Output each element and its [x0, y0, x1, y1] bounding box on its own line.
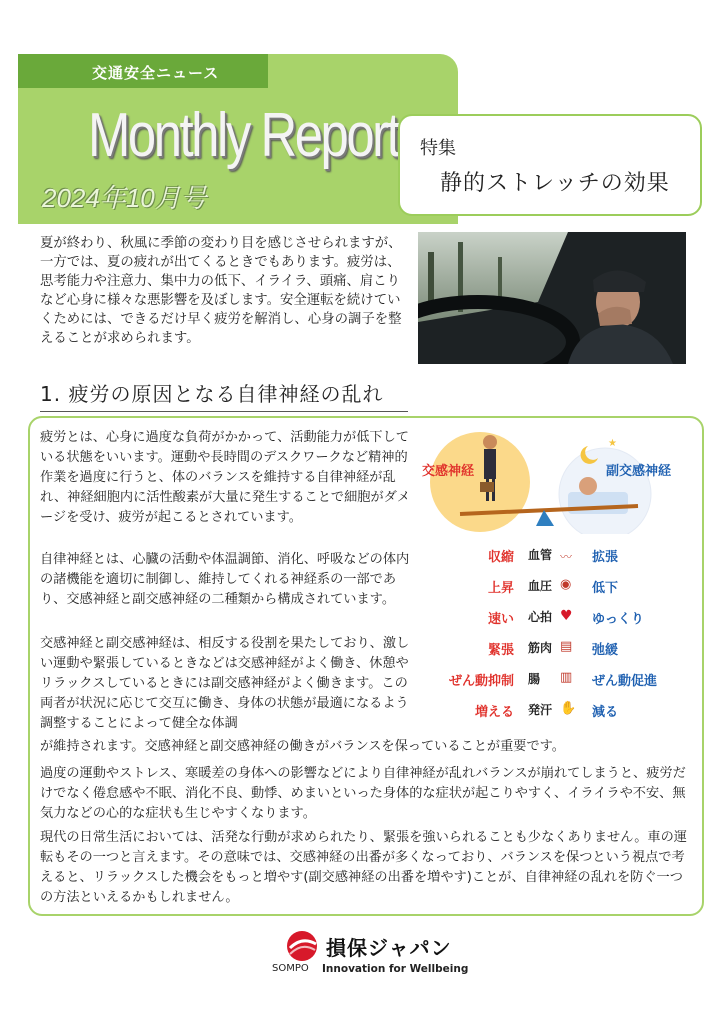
sympathetic-effect: ぜん動抑制	[448, 674, 514, 689]
organ-label: 血管	[528, 548, 553, 562]
sympathetic-effect: 緊張	[487, 643, 514, 658]
muscle-icon: ▤	[560, 639, 573, 654]
parasympathetic-effect: ゆっくり	[592, 612, 644, 627]
organ-label: 血圧	[528, 579, 553, 593]
parasympathetic-effect: ぜん動促進	[592, 674, 658, 689]
row-blood-vessel	[420, 546, 692, 570]
svg-text:★: ★	[608, 438, 617, 449]
row-intestine	[420, 670, 692, 694]
parasympathetic-label: 副交感神経	[606, 464, 672, 479]
paragraph-fatigue: 疲労とは、心身に過度な負荷がかかって、活動能力が低下している状態をいいます。運動や長時間のデスクワークなど精神的作業を過度に行うと、体のバランスを維持する自律神経が乱れ、神経細胞内に活性酸素が大量に発生することで細胞がダメージを受け、疲労が起こるとされています。	[40, 430, 411, 525]
logo-name: 損保ジャパン	[326, 936, 452, 960]
logo-en: SOMPO	[272, 963, 309, 974]
row-muscle	[420, 639, 692, 663]
sompo-mark-icon	[282, 928, 322, 964]
sympathetic-label: 交感神経	[422, 464, 475, 479]
sweat-icon: ✋	[560, 701, 577, 716]
report-title: Monthly Report	[88, 101, 399, 170]
parasympathetic-effect: 低下	[592, 581, 619, 596]
paragraph-autonomic-nerve: 自律神経とは、心臓の活動や体温調節、消化、呼吸などの体内の諸機能を適切に制御し、維持してくれる神経系の一部であり、交感神経と副交感神経の二種類から構成されています。	[40, 552, 410, 607]
organ-label: 発汗	[528, 703, 553, 717]
logo-tagline: Innovation for Wellbeing	[322, 963, 469, 975]
intestine-icon: ▥	[560, 670, 573, 685]
sympathetic-effect: 上昇	[487, 581, 514, 596]
feature-title: 静的ストレッチの効果	[440, 171, 670, 196]
intro-paragraph: 夏が終わり、秋風に季節の変わり目を感じさせられますが、一方では、夏の疲れが出てくるときでもあります。疲労は、思考能力や注意力、集中力の低下、イライラ、頭痛、肩こりなど心身に様々な悪影響を及ぼします。安全運転を続けていくためには、できるだけ早く疲労を解消し、心身の調子を整えることが求められます。	[40, 236, 402, 346]
paragraph-balance-a: 交感神経と副交感神経は、相反する役割を果たしており、激しい運動や緊張しているときなどは交感神経がよく働き、休憩やリラックスしているときには副交感神経がよく働きます。この両者が状況に応じて交互に働き、身体の状態が最適になるよう調整することによって健全な体調	[40, 636, 410, 731]
autonomic-balance-diagram	[420, 422, 692, 732]
organ-label: 心拍	[528, 610, 553, 624]
feature-kicker: 特集	[420, 138, 456, 159]
paragraph-balance-b: が維持されます。交感神経と副交感神経の働きがバランスを保っていることが重要です。	[40, 739, 565, 754]
blood-vessel-icon: 〰	[560, 550, 573, 564]
sympathetic-effect: 増える	[474, 705, 514, 720]
blood-pressure-icon: ◉	[560, 577, 572, 592]
parasympathetic-effect: 減る	[592, 705, 619, 720]
sympathetic-effect: 速い	[487, 612, 514, 627]
parasympathetic-effect: 拡張	[592, 550, 619, 565]
organ-label: 腸	[528, 672, 541, 686]
feature-box	[398, 114, 702, 216]
heart-icon: ♥	[560, 608, 573, 624]
sympathetic-effect: 収縮	[487, 550, 514, 565]
paragraph-modern-life: 現代の日常生活においては、活発な行動が求められたり、緊張を強いられることも少なくありません。車の運転もその一つと言えます。その意味では、交感神経の出番が多くなっており、バランスを保つという視点で考えると、リラックスした機会をもっと増やす(副交感神経の出番を増やす)ことが、自律神経の乱れを防ぐ一つの方法といえるかもしれません。	[40, 830, 687, 905]
paragraph-disorder-symptoms: 過度の運動やストレス、寒暖差の身体への影響などにより自律神経が乱れバランスが崩れてしまうと、疲労だけでなく倦怠感や不眠、消化不良、動悸、めまいといった身体的な症状が起こりやすく、イライラや不安、無気力などの心的な症状も生じやすくなります。	[40, 766, 686, 821]
issue-date: 2024年10月号	[42, 183, 207, 213]
news-label: 交通安全ニュース	[92, 64, 220, 82]
row-sweat	[420, 701, 692, 725]
organ-label: 筋肉	[528, 641, 553, 655]
section-heading: 1. 疲労の原因となる自律神経の乱れ	[40, 378, 408, 412]
tired-driver-photo	[418, 232, 686, 364]
row-heart-rate	[420, 608, 692, 632]
parasympathetic-effect: 弛緩	[592, 643, 619, 658]
row-blood-pressure	[420, 577, 692, 601]
